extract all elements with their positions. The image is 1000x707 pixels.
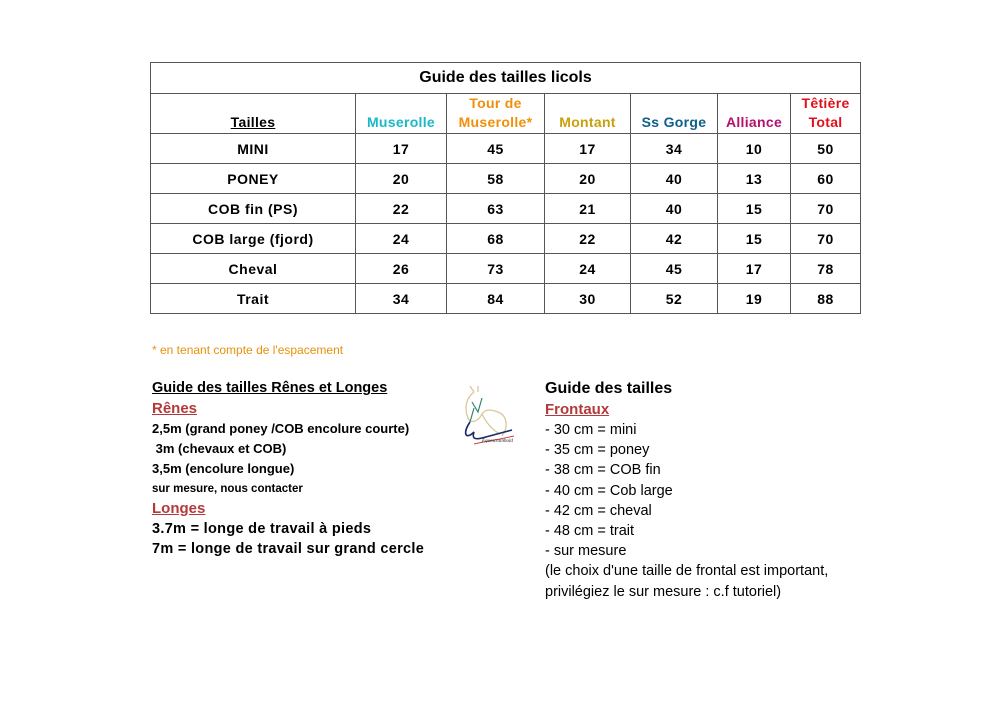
licol-size-table [150, 62, 861, 314]
size-name: MINI [151, 134, 356, 164]
cell-tetiere-total: 78 [791, 254, 861, 284]
cell-alliance: 15 [718, 224, 791, 254]
renes-item: sur mesure, nous contacter [152, 483, 303, 495]
header-tailles: Tailles [151, 94, 356, 134]
cell-montant: 24 [545, 254, 631, 284]
cell-tour-muserolle: 63 [447, 194, 545, 224]
size-name: COB fin (PS) [151, 194, 356, 224]
frontaux-note: (le choix d'une taille de frontal est important, [545, 563, 829, 580]
cell-ss-gorge: 52 [631, 284, 718, 314]
header-alliance: Alliance [718, 94, 791, 134]
cell-tetiere-total: 50 [791, 134, 861, 164]
cell-muserolle: 22 [356, 194, 447, 224]
frontaux-item: - 30 cm = mini [545, 422, 637, 438]
table-row [151, 224, 861, 254]
cell-alliance: 19 [718, 284, 791, 314]
cell-tour-muserolle: 58 [447, 164, 545, 194]
cell-ss-gorge: 34 [631, 134, 718, 164]
horse-logo-icon [452, 378, 522, 458]
header-montant: Montant [545, 94, 631, 134]
renes-longes-title: Guide des tailles Rênes et Longes [152, 380, 388, 396]
cell-tetiere-total: 60 [791, 164, 861, 194]
renes-longes-guide [152, 378, 452, 559]
cell-alliance: 10 [718, 134, 791, 164]
cell-tetiere-total: 70 [791, 224, 861, 254]
renes-item: 3m (chevaux et COB) [152, 441, 287, 456]
table-row [151, 164, 861, 194]
cell-tetiere-total: 70 [791, 194, 861, 224]
header-tetiere-total: Têtière Total [791, 94, 861, 134]
cell-ss-gorge: 40 [631, 164, 718, 194]
svg-text:Equestrainhold: Equestrainhold [482, 439, 513, 444]
longes-item: 7m = longe de travail sur grand cercle [152, 541, 425, 557]
table-row [151, 284, 861, 314]
cell-alliance: 17 [718, 254, 791, 284]
cell-montant: 30 [545, 284, 631, 314]
table-title: Guide des tailles licols [151, 63, 861, 94]
header-tour-de-muserolle: Tour de Muserolle* [447, 94, 545, 134]
cell-muserolle: 17 [356, 134, 447, 164]
cell-alliance: 15 [718, 194, 791, 224]
footnote: * en tenant compte de l'espacement [152, 343, 344, 357]
header-ss-gorge: Ss Gorge [631, 94, 718, 134]
frontaux-item: - 42 cm = cheval [545, 502, 652, 519]
cell-tour-muserolle: 45 [447, 134, 545, 164]
longes-heading: Longes [152, 500, 206, 517]
size-name: PONEY [151, 164, 356, 194]
cell-tour-muserolle: 73 [447, 254, 545, 284]
cell-muserolle: 34 [356, 284, 447, 314]
renes-heading: Rênes [152, 400, 198, 417]
cell-montant: 22 [545, 224, 631, 254]
cell-tetiere-total: 88 [791, 284, 861, 314]
cell-montant: 17 [545, 134, 631, 164]
renes-item: 2,5m (grand poney /COB encolure courte) [152, 421, 410, 436]
table-row [151, 194, 861, 224]
frontaux-item: - 38 cm = COB fin [545, 462, 661, 479]
table-row [151, 134, 861, 164]
longes-item: 3.7m = longe de travail à pieds [152, 521, 372, 537]
size-name: COB large (fjord) [151, 224, 356, 254]
frontaux-item: - 48 cm = trait [545, 522, 635, 539]
frontaux-note: privilégiez le sur mesure : c.f tutoriel) [545, 583, 782, 600]
frontaux-title: Guide des tailles [545, 380, 673, 397]
cell-ss-gorge: 40 [631, 194, 718, 224]
frontaux-guide [545, 378, 875, 602]
cell-ss-gorge: 45 [631, 254, 718, 284]
cell-tour-muserolle: 84 [447, 284, 545, 314]
table-header-row [151, 94, 861, 134]
cell-muserolle: 20 [356, 164, 447, 194]
table-row [151, 254, 861, 284]
header-muserolle: Muserolle [356, 94, 447, 134]
cell-montant: 20 [545, 164, 631, 194]
size-name: Cheval [151, 254, 356, 284]
cell-alliance: 13 [718, 164, 791, 194]
cell-tour-muserolle: 68 [447, 224, 545, 254]
cell-muserolle: 26 [356, 254, 447, 284]
frontaux-item: - sur mesure [545, 543, 627, 560]
frontaux-item: - 40 cm = Cob large [545, 482, 673, 499]
cell-muserolle: 24 [356, 224, 447, 254]
renes-item: 3,5m (encolure longue) [152, 461, 295, 476]
frontaux-heading: Frontaux [545, 401, 610, 418]
frontaux-item: - 35 cm = poney [545, 442, 650, 459]
cell-ss-gorge: 42 [631, 224, 718, 254]
cell-montant: 21 [545, 194, 631, 224]
size-name: Trait [151, 284, 356, 314]
